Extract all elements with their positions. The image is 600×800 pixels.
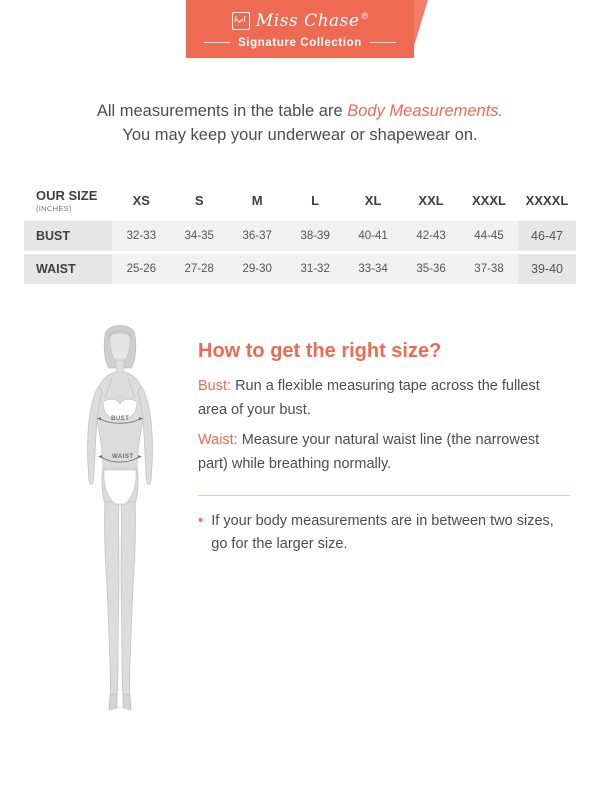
row-label-waist: WAIST	[24, 252, 112, 284]
how-to-bust	[198, 375, 570, 423]
table-body	[24, 219, 576, 284]
how-to-waist-text: Measure your natural waist line (the narrowest part) while breathing normally.	[198, 431, 540, 472]
brand-subtitle-row	[186, 34, 414, 52]
size-table	[24, 184, 576, 284]
table-header-col-6: XXXL	[460, 184, 518, 220]
table-head	[24, 184, 576, 220]
note-row	[198, 510, 570, 558]
table-header-row	[24, 184, 576, 220]
table-header-our-size-label: OUR SIZE	[36, 188, 98, 204]
intro-line-1-prefix: All measurements in the table are	[96, 102, 348, 120]
cell-bust-5: 42-43	[402, 219, 460, 252]
brand-subtitle: Signature Collection	[238, 36, 362, 49]
table-header-col-5: XXL	[402, 184, 460, 220]
rule-right-decoration	[370, 42, 396, 43]
cell-waist-0: 25-26	[112, 252, 170, 284]
brand-name: Miss Chase	[255, 11, 360, 32]
size-chart-table	[24, 184, 576, 284]
cell-bust-1: 34-35	[170, 219, 228, 252]
female-body-figure-icon	[55, 318, 185, 738]
how-to-waist	[198, 429, 570, 477]
bust-measure-label: BUST	[111, 415, 130, 422]
cell-bust-7: 46-47	[518, 219, 576, 252]
table-header-our-size	[24, 184, 112, 220]
cell-waist-5: 35-36	[402, 252, 460, 284]
brand-logo-icon	[232, 12, 250, 30]
registered-trademark-icon: ®	[361, 11, 369, 21]
how-to-waist-key: Waist:	[198, 431, 238, 448]
cell-waist-6: 37-38	[460, 252, 518, 284]
intro-text	[0, 100, 600, 148]
section-divider	[198, 495, 570, 496]
header-banner	[0, 0, 600, 62]
cell-waist-1: 27-28	[170, 252, 228, 284]
cell-bust-4: 40-41	[344, 219, 402, 252]
table-header-col-7: XXXXL	[518, 184, 576, 220]
cell-bust-2: 36-37	[228, 219, 286, 252]
how-to-bust-text: Run a flexible measuring tape across the fullest area of your bust.	[198, 377, 540, 418]
how-to-bust-key: Bust:	[198, 377, 232, 394]
lower-section	[0, 318, 600, 738]
table-row	[24, 219, 576, 252]
banner-fold-decoration	[414, 0, 428, 46]
note-text: If your body measurements are in between two sizes, go for the larger size.	[211, 512, 554, 553]
rule-left-decoration	[204, 42, 230, 43]
table-header-col-1: S	[170, 184, 228, 220]
cell-bust-6: 44-45	[460, 219, 518, 252]
table-header-col-4: XL	[344, 184, 402, 220]
table-header-col-0: XS	[112, 184, 170, 220]
how-to-title: How to get the right size?	[198, 339, 442, 362]
brand-row	[186, 11, 414, 31]
how-to-section	[198, 340, 570, 558]
cell-waist-2: 29-30	[228, 252, 286, 284]
table-header-col-3: L	[286, 184, 344, 220]
cell-bust-0: 32-33	[112, 219, 170, 252]
intro-line-1	[0, 100, 600, 124]
table-header-units: (INCHES)	[36, 204, 72, 214]
body-figure-illustration	[55, 318, 185, 738]
table-header-col-2: M	[228, 184, 286, 220]
table-row	[24, 252, 576, 284]
cell-waist-7: 39-40	[518, 252, 576, 284]
intro-line-1-emphasis: Body Measurements.	[347, 102, 504, 120]
cell-waist-3: 31-32	[286, 252, 344, 284]
row-label-bust: BUST	[24, 219, 112, 252]
intro-line-2: You may keep your underwear or shapewear on.	[122, 125, 478, 144]
bullet-icon: •	[198, 511, 204, 529]
cell-waist-4: 33-34	[344, 252, 402, 284]
waist-measure-label: WAIST	[112, 453, 134, 460]
cell-bust-3: 38-39	[286, 219, 344, 252]
